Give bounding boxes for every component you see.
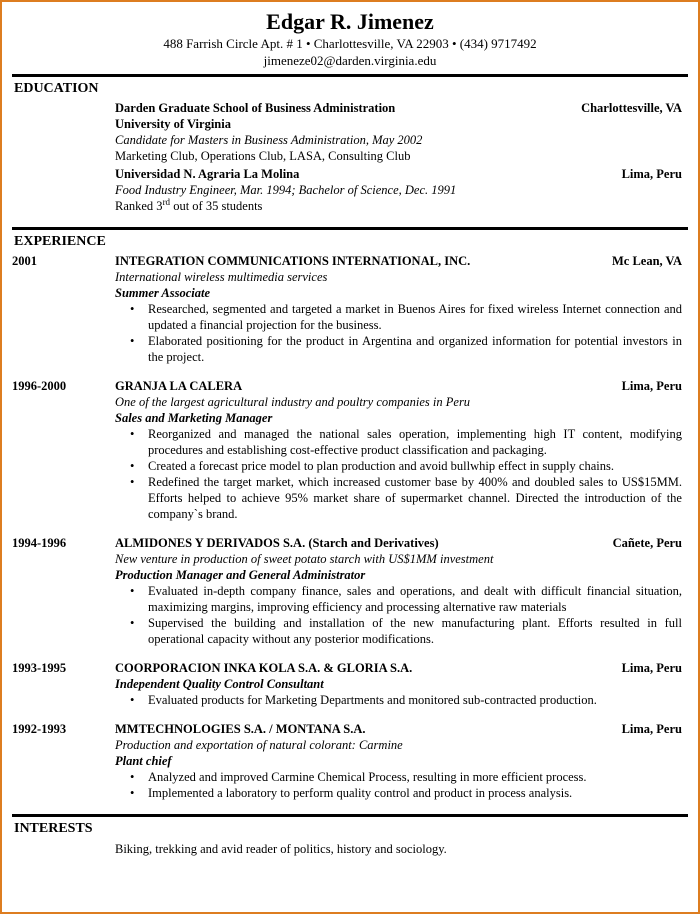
activities-line: Marketing Club, Operations Club, LASA, Consulting Club [115,149,411,163]
company-name: ALMIDONES Y DERIVADOS S.A. (Starch and Derivatives) [115,536,439,550]
company-location: Lima, Peru [621,661,682,675]
address-line: 488 Farrish Circle Apt. # 1 • Charlottesville, VA 22903 • (434) 9717492 [163,36,537,51]
person-name: Edgar R. Jimenez [266,9,434,34]
rank-note-superscript: rd [162,196,171,207]
header-divider [12,74,688,77]
company-tagline: New venture in production of sweet potato starch with US$1MM investment [115,552,494,566]
job-bullet-list [115,583,682,647]
company-location: Lima, Peru [621,722,682,736]
experience-section [12,232,688,801]
resume-header [12,8,688,69]
job-bullet: • Evaluated in-depth company finance, sales and operations, and dealt with difficult financial situation, maximizing margins, improving efficiency and processing alternative raw materials [115,583,682,615]
experience-dates: 2001 [12,254,37,268]
school-name: Darden Graduate School of Business Administration [115,101,396,115]
experience-entry-header [115,660,682,676]
experience-dates: 1992-1993 [12,722,67,736]
experience-body [115,378,688,522]
school-secondary-name: University of Virginia [115,117,231,131]
experience-body [115,535,688,647]
company-location: Mc Lean, VA [611,254,682,268]
email-address: jimeneze02@darden.virginia.edu [263,53,437,68]
experience-dates: 1996-2000 [12,379,67,393]
job-bullet: • Evaluated products for Marketing Departments and monitored sub-contracted production. [115,692,682,708]
company-location: Cañete, Peru [612,536,682,550]
job-bullet: • Elaborated positioning for the product in Argentina and organized information for potential investors in the project. [115,333,682,365]
company-tagline: Production and exportation of natural colorant: Carmine [115,738,403,752]
company-tagline: One of the largest agricultural industry and poultry companies in Peru [115,395,471,409]
experience-body [115,660,688,708]
rank-note-suffix: out of 35 students [170,199,263,213]
interests-text: Biking, trekking and avid reader of politics, history and sociology. [115,842,447,856]
job-bullet: • Implemented a laboratory to perform quality control and product in process analysis. [115,785,682,801]
experience-heading: EXPERIENCE [14,234,106,249]
job-bullet: • Analyzed and improved Carmine Chemical Process, resulting in more efficient process. [115,769,682,785]
job-bullet: • Created a forecast price model to plan production and avoid bullwhip effect in supply chains. [115,458,682,474]
experience-entry [12,721,688,801]
company-tagline: International wireless multimedia services [115,270,328,284]
interests-section [12,819,688,857]
experience-entry [12,535,688,647]
experience-entry [12,253,688,365]
job-title: Plant chief [115,754,172,768]
school-name: Universidad N. Agraria La Molina [115,167,300,181]
experience-entry-header [115,721,682,737]
experience-body [115,253,688,365]
company-name: INTEGRATION COMMUNICATIONS INTERNATIONAL, INC. [115,254,471,268]
job-bullet: • Supervised the building and installation of the new manufacturing plant. Efforts resulted in full operational capacity without any posterior modifications. [115,615,682,647]
job-bullet: • Researched, segmented and targeted a market in Buenos Aires for fixed wireless Internet connection and updated a financial projection for the business. [115,301,682,333]
education-entry [115,166,688,214]
degree-line: Candidate for Masters in Business Administration, May 2002 [115,133,423,147]
job-title: Production Manager and General Administrator [115,568,366,582]
job-bullet: • Redefined the target market, which increased customer base by 400% and doubled sales to US$15MM. Efforts helped to achieve 95% market share of supermarket channel. Directed the introduction of the company`s brand. [115,474,682,522]
experience-divider [12,227,688,230]
experience-entry-header [115,535,682,551]
rank-note-prefix: Ranked 3 [115,199,163,213]
experience-entry-header [115,378,682,394]
job-bullet-list [115,301,682,365]
job-title: Sales and Marketing Manager [115,411,273,425]
education-heading: EDUCATION [14,81,99,96]
experience-dates: 1994-1996 [12,536,67,550]
education-entry-header [115,100,682,116]
experience-dates: 1993-1995 [12,661,67,675]
education-entry-header [115,166,682,182]
job-title: Independent Quality Control Consultant [115,677,324,691]
interests-heading: INTERESTS [14,821,93,836]
company-name: COORPORACION INKA KOLA S.A. & GLORIA S.A. [115,661,413,675]
degree-line: Food Industry Engineer, Mar. 1994; Bachelor of Science, Dec. 1991 [115,183,457,197]
job-bullet-list [115,769,682,801]
job-bullet-list [115,426,682,522]
school-location: Charlottesville, VA [581,101,682,115]
school-location: Lima, Peru [621,167,682,181]
job-bullet: • Reorganized and managed the national sales operation, implementing high IT content, modifying procedures and establishing cost-effective product classification and packaging. [115,426,682,458]
interests-divider [12,814,688,817]
experience-body [115,721,688,801]
experience-entry [12,660,688,708]
job-title: Summer Associate [115,286,211,300]
experience-entry [12,378,688,522]
job-bullet-list [115,692,682,708]
rank-note [115,198,682,214]
education-entry [115,100,688,164]
education-section [12,79,688,214]
company-name: MMTECHNOLOGIES S.A. / MONTANA S.A. [115,722,366,736]
experience-entry-header [115,253,682,269]
company-name: GRANJA LA CALERA [115,379,243,393]
company-location: Lima, Peru [621,379,682,393]
